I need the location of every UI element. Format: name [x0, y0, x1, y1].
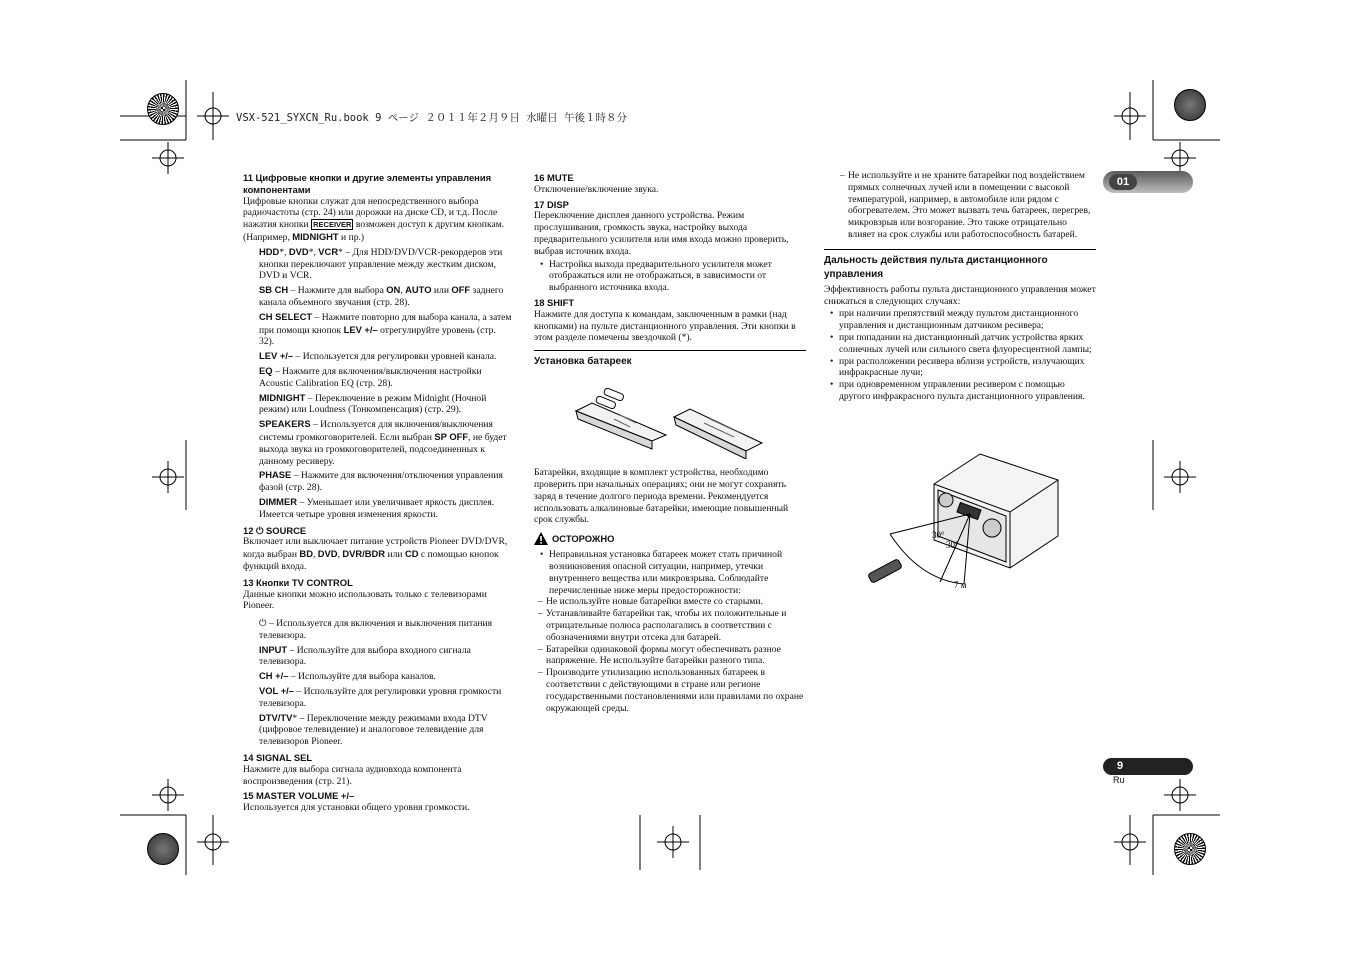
text: и пр.) [341, 231, 365, 243]
sunburst-mark-top-right [1174, 89, 1206, 121]
item-sbch: SB CH – Нажмите для выбора ON, AUTO или OFF заднего канала объемного звучания (стр. 28). [259, 284, 504, 308]
text: – Уменьшает или увеличивает яркость дисплея. Имеется четыре уровня изменения яркости. [259, 496, 495, 520]
key-label: EQ [259, 364, 273, 376]
key-label: BD [299, 548, 313, 560]
heading-13: 13 Кнопки TV CONTROL [243, 576, 353, 588]
list-item: – Не используйте новые батарейки вместе со старыми. [534, 596, 806, 608]
para-11 [243, 196, 513, 244]
battery-install-illustration [534, 379, 806, 459]
text: возможен доступ к другим кнопкам. (Например, [243, 219, 505, 243]
para-range: Эффективность работы пульта дистанционного управления может снижаться в следующих случаях: [824, 283, 1096, 307]
text: – Нажмите повторно для выбора канала, а затем при помощи кнопок [259, 311, 512, 336]
text: или [387, 549, 403, 561]
item-chselect [243, 311, 513, 348]
key-label: DVD [288, 245, 309, 257]
text: , не будет выхода звука из громкоговорителей, подсоединенных к данному ресиверу. [259, 431, 507, 467]
caution-dash-list [534, 596, 806, 714]
dash-list-top [824, 170, 1096, 241]
item-tv-power: ⏻ – Используется для включения и выключения питания телевизора. [259, 618, 493, 641]
item-dimmer [243, 496, 513, 521]
text: или [433, 285, 449, 297]
list-item: • Настройка выхода предварительного усилителя может отображаться или не отображаться, в зависимости от выбранного источника входа. [534, 259, 806, 294]
chapter-tab [1103, 171, 1193, 193]
page-number: 9 [1117, 760, 1124, 772]
text: Включает или выключает питание устройств Pioneer DVD/DVR, когда выбран [243, 536, 508, 561]
text: – Используйте для регулировки уровня громкости телевизора. [259, 686, 502, 709]
item-vol [243, 685, 513, 710]
sunburst-mark-bottom-left [147, 833, 179, 865]
caution-list [534, 549, 806, 596]
chapter-number: 01 [1109, 174, 1137, 190]
column-1 [243, 170, 513, 814]
item-phase [243, 469, 513, 494]
key-label: OFF [451, 284, 471, 296]
heading-14: 14 SIGNAL SEL [243, 752, 313, 764]
text: – Нажмите для включения/выключения настройки Acoustic Calibration EQ (стр. 28). [259, 365, 482, 389]
key-label: SPEAKERS [259, 418, 311, 430]
item-lev [243, 350, 513, 363]
text: заднего канала объемного звучания (стр. 28). [259, 285, 504, 308]
item-ch [243, 670, 513, 683]
range-list [824, 308, 1096, 402]
key-label: SB CH [259, 284, 289, 296]
key-label: AUTO [405, 284, 432, 296]
key-label: CH SELECT [259, 310, 313, 322]
language-code: Ru [1113, 775, 1125, 785]
text: с помощью кнопок функций входа. [243, 549, 499, 572]
key-label: DIMMER [259, 495, 298, 507]
para-13: Данные кнопки можно использовать только с телевизорами Pioneer. [243, 588, 487, 612]
key-label: CH +/– [259, 670, 289, 682]
key-label: MIDNIGHT [259, 391, 306, 403]
item-eq [243, 365, 513, 390]
text: – Переключение между режимами входа DTV (цифровое телевидение) и аналоговое телевидение для телевизоров Pioneer. [259, 712, 488, 748]
para-14: Нажмите для выбора сигнала аудиовхода компонента воспроизведения (стр. 21). [243, 763, 462, 787]
warning-icon [534, 532, 548, 545]
list-item: • Неправильная установка батареек может стать причиной возникновения опасной ситуации, например, утечки внутреннего вещества или микровзрыва. Соблюдайте перечисленные ниже меры предосторожности: [534, 549, 806, 596]
sunburst-mark-top-left [147, 93, 179, 125]
text: – Переключение в режим Midnight (Ночной режим) или Loudness (Тонкомпенсация) (стр. 29). [259, 392, 487, 416]
angle-label-2: 30° [946, 540, 959, 550]
book-header: VSX-521_SYXCN_Ru.book 9 ページ ２０１１年２月９日 水曜日 午後１時８分 [236, 112, 627, 124]
key-label: ON [386, 284, 401, 296]
column-2 [534, 170, 806, 714]
section-title-batteries: Установка батареек [534, 356, 632, 368]
section-title-range: Дальность действия пульта дистанционного управления [824, 254, 1048, 280]
para-15: Используется для установки общего уровня громкости. [243, 802, 470, 814]
item-hdd: HDD*, DVD*, VCR* – Для HDD/DVD/VCR-рекордеров эти кнопки переключают управление между жестким диском, DVD и VCR. [259, 245, 503, 282]
text: – Используется для включения/выключения системы громкоговорителей. Если выбран [259, 419, 493, 443]
para-17: Переключение дисплея данного устройства. Режим прослушивания, громкость звука, настройку выхода предварительного усилителя или имя входа можно проверить, выбрав источник входа. [534, 210, 789, 257]
heading-12: 12 ⏻ SOURCE [243, 524, 307, 536]
item-dtv: DTV/TV* – Переключение между режимами входа DTV (цифровое телевидение) и аналоговое телевидение для телевизоров Pioneer. [259, 711, 488, 748]
key-label: INPUT [259, 643, 288, 655]
item-midnight [243, 392, 513, 417]
column-3 [824, 170, 1096, 403]
page-number-tab [1103, 758, 1193, 775]
text: – Используется для регулировки уровней канала. [295, 351, 497, 363]
para-batteries: Батарейки, входящие в комплект устройства, необходимо проверить при начальных операциях; они не могут сохранять заряд в течение долгого периода времени. Рекомендуется использовать алкалиновые батарейки, имеющие повышенный срок службы. [534, 467, 789, 526]
heading-18: 18 SHIFT [534, 296, 575, 308]
key-label: LEV +/– [343, 323, 378, 335]
list-item: • при расположении ресивера вблизи устройств, излучающих инфракрасные лучи; [824, 356, 1096, 380]
receiver-key: RECEIVER [313, 220, 352, 230]
text: Цифровые кнопки служат для непосредственного выбора радиочастоты (стр. 24) или дорожки на диске CD, и т.д. После нажатия кнопки [243, 195, 498, 231]
heading-11: 11 Цифровые кнопки и другие элементы управления компонентами [243, 172, 492, 195]
text: – Нажмите для включения/отключения управления фазой (стр. 28). [259, 470, 503, 494]
heading-16: 16 MUTE [534, 172, 574, 183]
key-label: VOL +/– [259, 685, 295, 697]
list-item: – Не используйте и не храните батарейки под воздействием прямых солнечных лучей или в помещении с высокой температурой, например, в автомобиле или рядом с обогревателем. Это может вызвать течь батареек, перегрев, микровзрыв или возгорание. Это также отрицательно влияет на срок службы или работоспособность батарей. [836, 170, 1096, 241]
list-item: • при наличии препятствий между пультом дистанционного управления и дистанционным датчиком ресивера; [824, 308, 1096, 332]
key-label: CD [404, 548, 419, 560]
list-item: • при попадании на дистанционный датчик устройства ярких солнечных лучей или сильного света флуоресцентной лампы; [824, 332, 1096, 356]
section-divider [534, 350, 806, 351]
key-label: VCR [318, 245, 339, 257]
text: – Используйте для выбора каналов. [290, 671, 436, 683]
para-18: Нажмите для доступа к командам, заключенным в рамки (над кнопками) на пульте дистанционного управления. Эти кнопки в этом разделе помечены звездочкой (*). [534, 308, 796, 344]
section-divider [824, 249, 1096, 250]
key-label: DVD [317, 548, 338, 560]
key-label: HDD [259, 245, 280, 257]
bullet-list-17 [534, 259, 806, 294]
list-item: • при одновременном управлении ресивером с помощью другого инфракрасного пульта дистанционного управления. [824, 379, 1096, 403]
text: – Используйте для выбора входного сигнала телевизора. [259, 644, 471, 668]
distance-label: 7 м [954, 580, 967, 590]
para-12: Включает или выключает питание устройств Pioneer DVD/DVR, когда выбран BD, DVD, DVR/BDR или CD с помощью кнопок функций входа. [243, 536, 508, 572]
text: – Нажмите для выбора [290, 285, 384, 297]
item-speakers [243, 418, 513, 467]
key-label: DVR/BDR [342, 548, 386, 560]
item-input [243, 644, 513, 669]
text: – Для HDD/DVD/VCR-рекордеров эти кнопки переключают управление между жестким диском, DVD и VCR. [259, 246, 503, 282]
sunburst-mark-bottom-right [1174, 833, 1206, 865]
caution-heading [534, 532, 806, 545]
para-16: Отключение/включение звука. [534, 183, 659, 195]
key-label: MIDNIGHT [292, 230, 339, 242]
remote-range-diagram [860, 450, 1060, 590]
list-item: – Производите утилизацию использованных батареек в соответствии с действующими в стране или регионе государственными постановлениями или правилами по охране окружающей среды. [534, 667, 806, 714]
list-item: – Батарейки одинаковой формы могут обеспечивать разное напряжение. Не используйте батарейки разного типа. [534, 644, 806, 668]
key-label: PHASE [259, 469, 292, 481]
heading-17: 17 DISP [534, 198, 569, 210]
list-item: – Устанавливайте батарейки так, чтобы их положительные и отрицательные полюса располагались в соответствии с обозначениями внутри отсека для батарей. [534, 608, 806, 643]
caution-label: ОСТОРОЖНО [552, 532, 615, 544]
key-label: SP OFF [434, 430, 469, 442]
angle-label-1: 30° [932, 530, 945, 540]
key-label: LEV +/– [259, 350, 294, 362]
heading-15: 15 MASTER VOLUME +/– [243, 790, 355, 802]
key-label: DTV/TV [259, 711, 293, 723]
text: отрегулируйте уровень (стр. 32). [259, 324, 496, 348]
